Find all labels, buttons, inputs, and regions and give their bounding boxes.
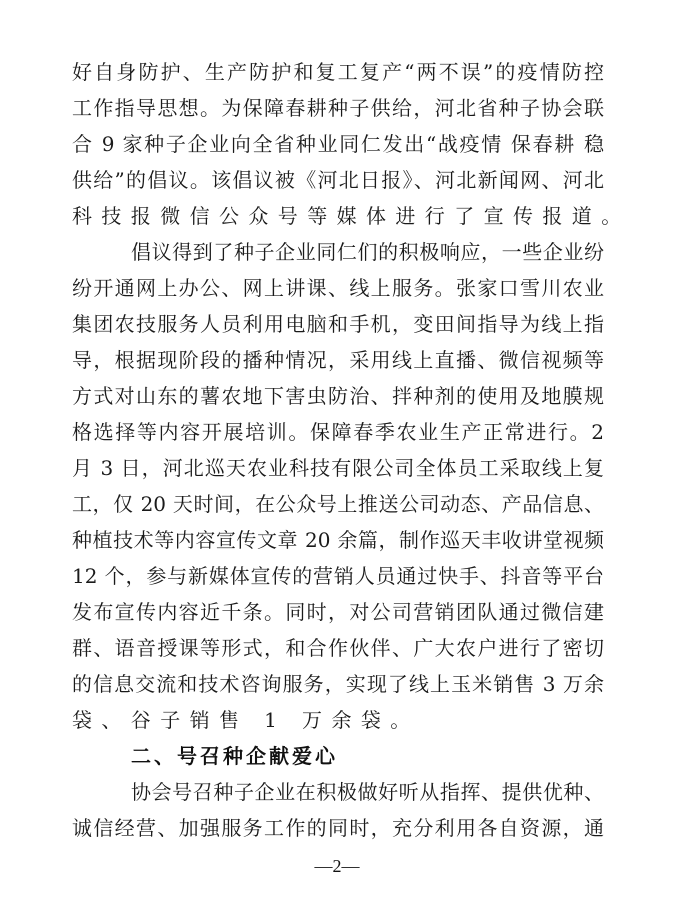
document-body [72,54,631,846]
section-heading: 二、号召种企献爱心 [131,744,338,768]
paragraph-line: 群、语音授课等形式，和合作伙伴、广大农户进行了密切 [72,636,604,660]
paragraph-line: 月 3 日，河北巡天农业科技有限公司全体员工采取线上复 [72,456,604,480]
paragraph-line: 集团农技服务人员利用电脑和手机，变田间指导为线上指 [72,312,604,336]
page-number: —2— [314,856,360,876]
paragraph-line: 袋、谷子销售 1 万余袋。 [72,708,420,732]
paragraph-line: 工，仅 20 天时间，在公众号上推送公司动态、产品信息、 [72,492,604,516]
paragraph-line: 方式对山东的薯农地下害虫防治、拌种剂的使用及地膜规 [72,384,604,408]
paragraph-line: 纷开通网上办公、网上讲课、线上服务。张家口雪川农业 [72,276,604,300]
paragraph-line: 科技报微信公众号等媒体进行了宣传报道。 [72,204,631,228]
paragraph-line: 格选择等内容开展培训。保障春季农业生产正常进行。2 [72,420,604,444]
paragraph-line: 发布宣传内容近千条。同时，对公司营销团队通过微信建 [72,600,604,624]
paragraph-line: 倡议得到了种子企业同仁们的积极响应，一些企业纷 [131,240,604,264]
paragraph-line: 合 9 家种子企业向全省种业同仁发出“战疫情 保春耕 稳 [72,132,604,156]
paragraph-line: 导，根据现阶段的播种情况，采用线上直播、微信视频等 [72,348,604,372]
paragraph-line: 好自身防护、生产防护和复工复产“两不误”的疫情防控 [72,60,604,84]
paragraph-line: 诚信经营、加强服务工作的同时，充分利用各自资源，通 [72,816,604,840]
paragraph-line: 12 个，参与新媒体宣传的营销人员通过快手、抖音等平台 [72,564,604,588]
paragraph-line: 的信息交流和技术咨询服务，实现了线上玉米销售 3 万余 [72,672,604,696]
paragraph-line: 工作指导思想。为保障春耕种子供给，河北省种子协会联 [72,96,604,120]
paragraph-line: 种植技术等内容宣传文章 20 余篇，制作巡天丰收讲堂视频 [72,528,604,552]
paragraph-line: 协会号召种子企业在积极做好听从指挥、提供优种、 [131,780,604,804]
paragraph-line: 供给”的倡议。该倡议被《河北日报》、河北新闻网、河北 [72,168,604,192]
